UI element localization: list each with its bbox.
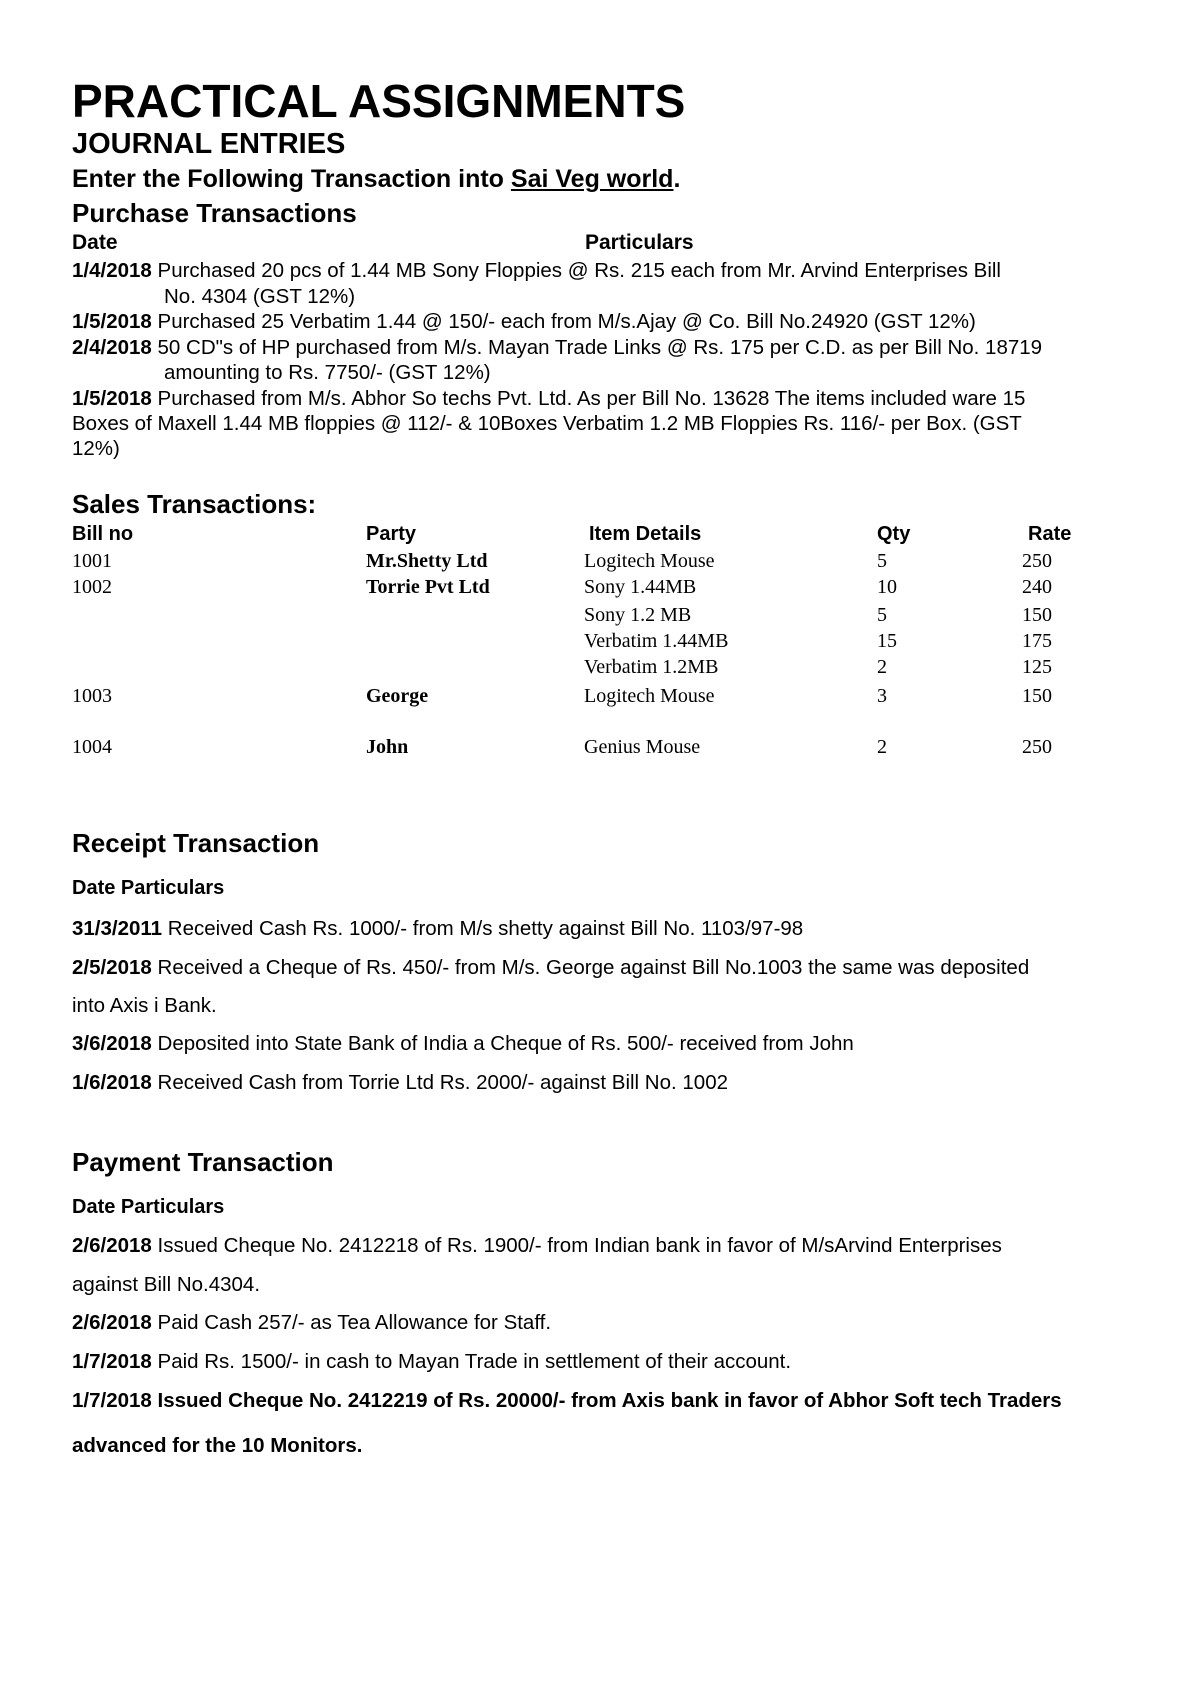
sales-rate: 150	[1022, 685, 1052, 707]
payment-bold-entry: 1/7/2018 Issued Cheque No. 2412219 of Rs. 20000/- from Axis bank in favor of Abhor Soft tech Traders	[72, 1389, 1062, 1412]
receipt-date: 31/3/2011	[72, 917, 163, 940]
payment-date: 2/6/2018	[72, 1234, 152, 1257]
sales-rate: 250	[1022, 550, 1052, 572]
sales-col-item: Item Details	[589, 523, 702, 545]
receipt-heading: Receipt Transaction	[72, 828, 320, 858]
sales-party: John	[366, 736, 409, 758]
sales-bill: 1004	[72, 736, 112, 758]
sales-bill: 1002	[72, 576, 112, 598]
purchase-text-cont: No. 4304 (GST 12%)	[164, 285, 356, 308]
purchase-text-cont: 12%)	[72, 437, 120, 460]
sales-qty: 15	[877, 630, 897, 652]
receipt-entry	[72, 956, 1029, 980]
sales-party: George	[366, 685, 429, 707]
sales-bill: 1001	[72, 550, 112, 572]
payment-entry	[72, 1311, 551, 1335]
purchase-text: Purchased from M/s. Abhor So techs Pvt. Ltd. As per Bill No. 13628 The items included ware 15	[157, 387, 1026, 410]
sales-col-party: Party	[366, 523, 417, 545]
payment-bold-entry-cont: advanced for the 10 Monitors.	[72, 1434, 363, 1457]
sales-item: Verbatim 1.2MB	[584, 656, 719, 678]
payment-date: 2/6/2018	[72, 1311, 152, 1334]
page-title: PRACTICAL ASSIGNMENTS	[72, 75, 686, 127]
sales-item: Logitech Mouse	[584, 550, 715, 572]
sales-qty: 10	[877, 576, 897, 598]
sales-item: Genius Mouse	[584, 736, 701, 758]
payment-col-heading: Date Particulars	[72, 1196, 225, 1218]
payment-entry	[72, 1234, 1002, 1258]
payment-text: Paid Rs. 1500/- in cash to Mayan Trade in settlement of their account.	[157, 1350, 792, 1373]
sales-rate: 240	[1022, 576, 1052, 598]
sales-col-rate: Rate	[1028, 523, 1072, 545]
page-subtitle: JOURNAL ENTRIES	[72, 128, 346, 160]
payment-entry	[72, 1350, 791, 1374]
sales-qty: 5	[877, 604, 887, 626]
instruction-prefix: Enter the Following Transaction into	[72, 165, 511, 193]
payment-text: Issued Cheque No. 2412218 of Rs. 1900/- from Indian bank in favor of M/sArvind Enterprises	[157, 1234, 1002, 1257]
sales-party: Mr.Shetty Ltd	[366, 550, 488, 572]
purchase-heading: Purchase Transactions	[72, 198, 357, 228]
company-name: Sai Veg world	[510, 165, 674, 193]
receipt-entry	[72, 917, 803, 941]
purchase-entry	[72, 387, 1025, 411]
sales-col-bill: Bill no	[72, 523, 134, 545]
sales-rate: 125	[1022, 656, 1052, 678]
sales-rate: 150	[1022, 604, 1052, 626]
purchase-entry	[72, 336, 1042, 360]
sales-rate: 175	[1022, 630, 1052, 652]
purchase-date: 1/4/2018	[72, 259, 152, 282]
receipt-date: 1/6/2018	[72, 1071, 152, 1094]
receipt-entry	[72, 1071, 728, 1095]
purchase-text-cont: Boxes of Maxell 1.44 MB floppies @ 112/- & 10Boxes Verbatim 1.2 MB Floppies Rs. 116/- per Box. (GST	[72, 412, 1022, 435]
purchase-col-particulars: Particulars	[585, 231, 694, 254]
instruction-line	[72, 165, 680, 194]
payment-text-cont: against Bill No.4304.	[72, 1273, 261, 1296]
sales-qty: 5	[877, 550, 887, 572]
receipt-entry	[72, 1032, 854, 1056]
sales-qty: 3	[877, 685, 887, 707]
purchase-text: Purchased 25 Verbatim 1.44 @ 150/- each from M/s.Ajay @ Co. Bill No.24920 (GST 12%)	[157, 310, 976, 333]
sales-heading: Sales Transactions:	[72, 489, 317, 519]
receipt-date: 2/5/2018	[72, 956, 152, 979]
purchase-entry	[72, 259, 1001, 283]
receipt-text: Received Cash Rs. 1000/- from M/s shetty against Bill No. 1103/97-98	[167, 917, 804, 940]
purchase-date: 1/5/2018	[72, 310, 152, 333]
receipt-col-heading: Date Particulars	[72, 877, 225, 899]
purchase-date: 2/4/2018	[72, 336, 152, 359]
sales-col-qty: Qty	[877, 523, 911, 545]
sales-item: Sony 1.44MB	[584, 576, 697, 598]
sales-bill: 1003	[72, 685, 112, 707]
receipt-text: Deposited into State Bank of India a Cheque of Rs. 500/- received from John	[157, 1032, 854, 1055]
receipt-text: Received Cash from Torrie Ltd Rs. 2000/- against Bill No. 1002	[157, 1071, 729, 1094]
sales-item: Logitech Mouse	[584, 685, 715, 707]
payment-text: Paid Cash 257/- as Tea Allowance for Staff.	[157, 1311, 552, 1334]
sales-qty: 2	[877, 656, 887, 678]
purchase-text-cont: amounting to Rs. 7750/- (GST 12%)	[164, 361, 491, 384]
receipt-text-cont: into Axis i Bank.	[72, 994, 217, 1017]
purchase-date: 1/5/2018	[72, 387, 152, 410]
receipt-text: Received a Cheque of Rs. 450/- from M/s. George against Bill No.1003 the same was deposited	[157, 956, 1030, 979]
sales-item: Verbatim 1.44MB	[584, 630, 729, 652]
sales-item: Sony 1.2 MB	[584, 604, 692, 626]
sales-qty: 2	[877, 736, 887, 758]
receipt-date: 3/6/2018	[72, 1032, 152, 1055]
purchase-text: Purchased 20 pcs of 1.44 MB Sony Floppies @ Rs. 215 each from Mr. Arvind Enterprises Bill	[157, 259, 1001, 282]
purchase-entry	[72, 310, 976, 334]
purchase-text: 50 CD"s of HP purchased from M/s. Mayan Trade Links @ Rs. 175 per C.D. as per Bill No. 18719	[157, 336, 1043, 359]
sales-rate: 250	[1022, 736, 1052, 758]
sales-party: Torrie Pvt Ltd	[366, 576, 490, 598]
instruction-suffix: .	[673, 165, 681, 193]
payment-heading: Payment Transaction	[72, 1147, 334, 1177]
purchase-col-date: Date	[72, 231, 118, 254]
payment-date: 1/7/2018	[72, 1350, 152, 1373]
